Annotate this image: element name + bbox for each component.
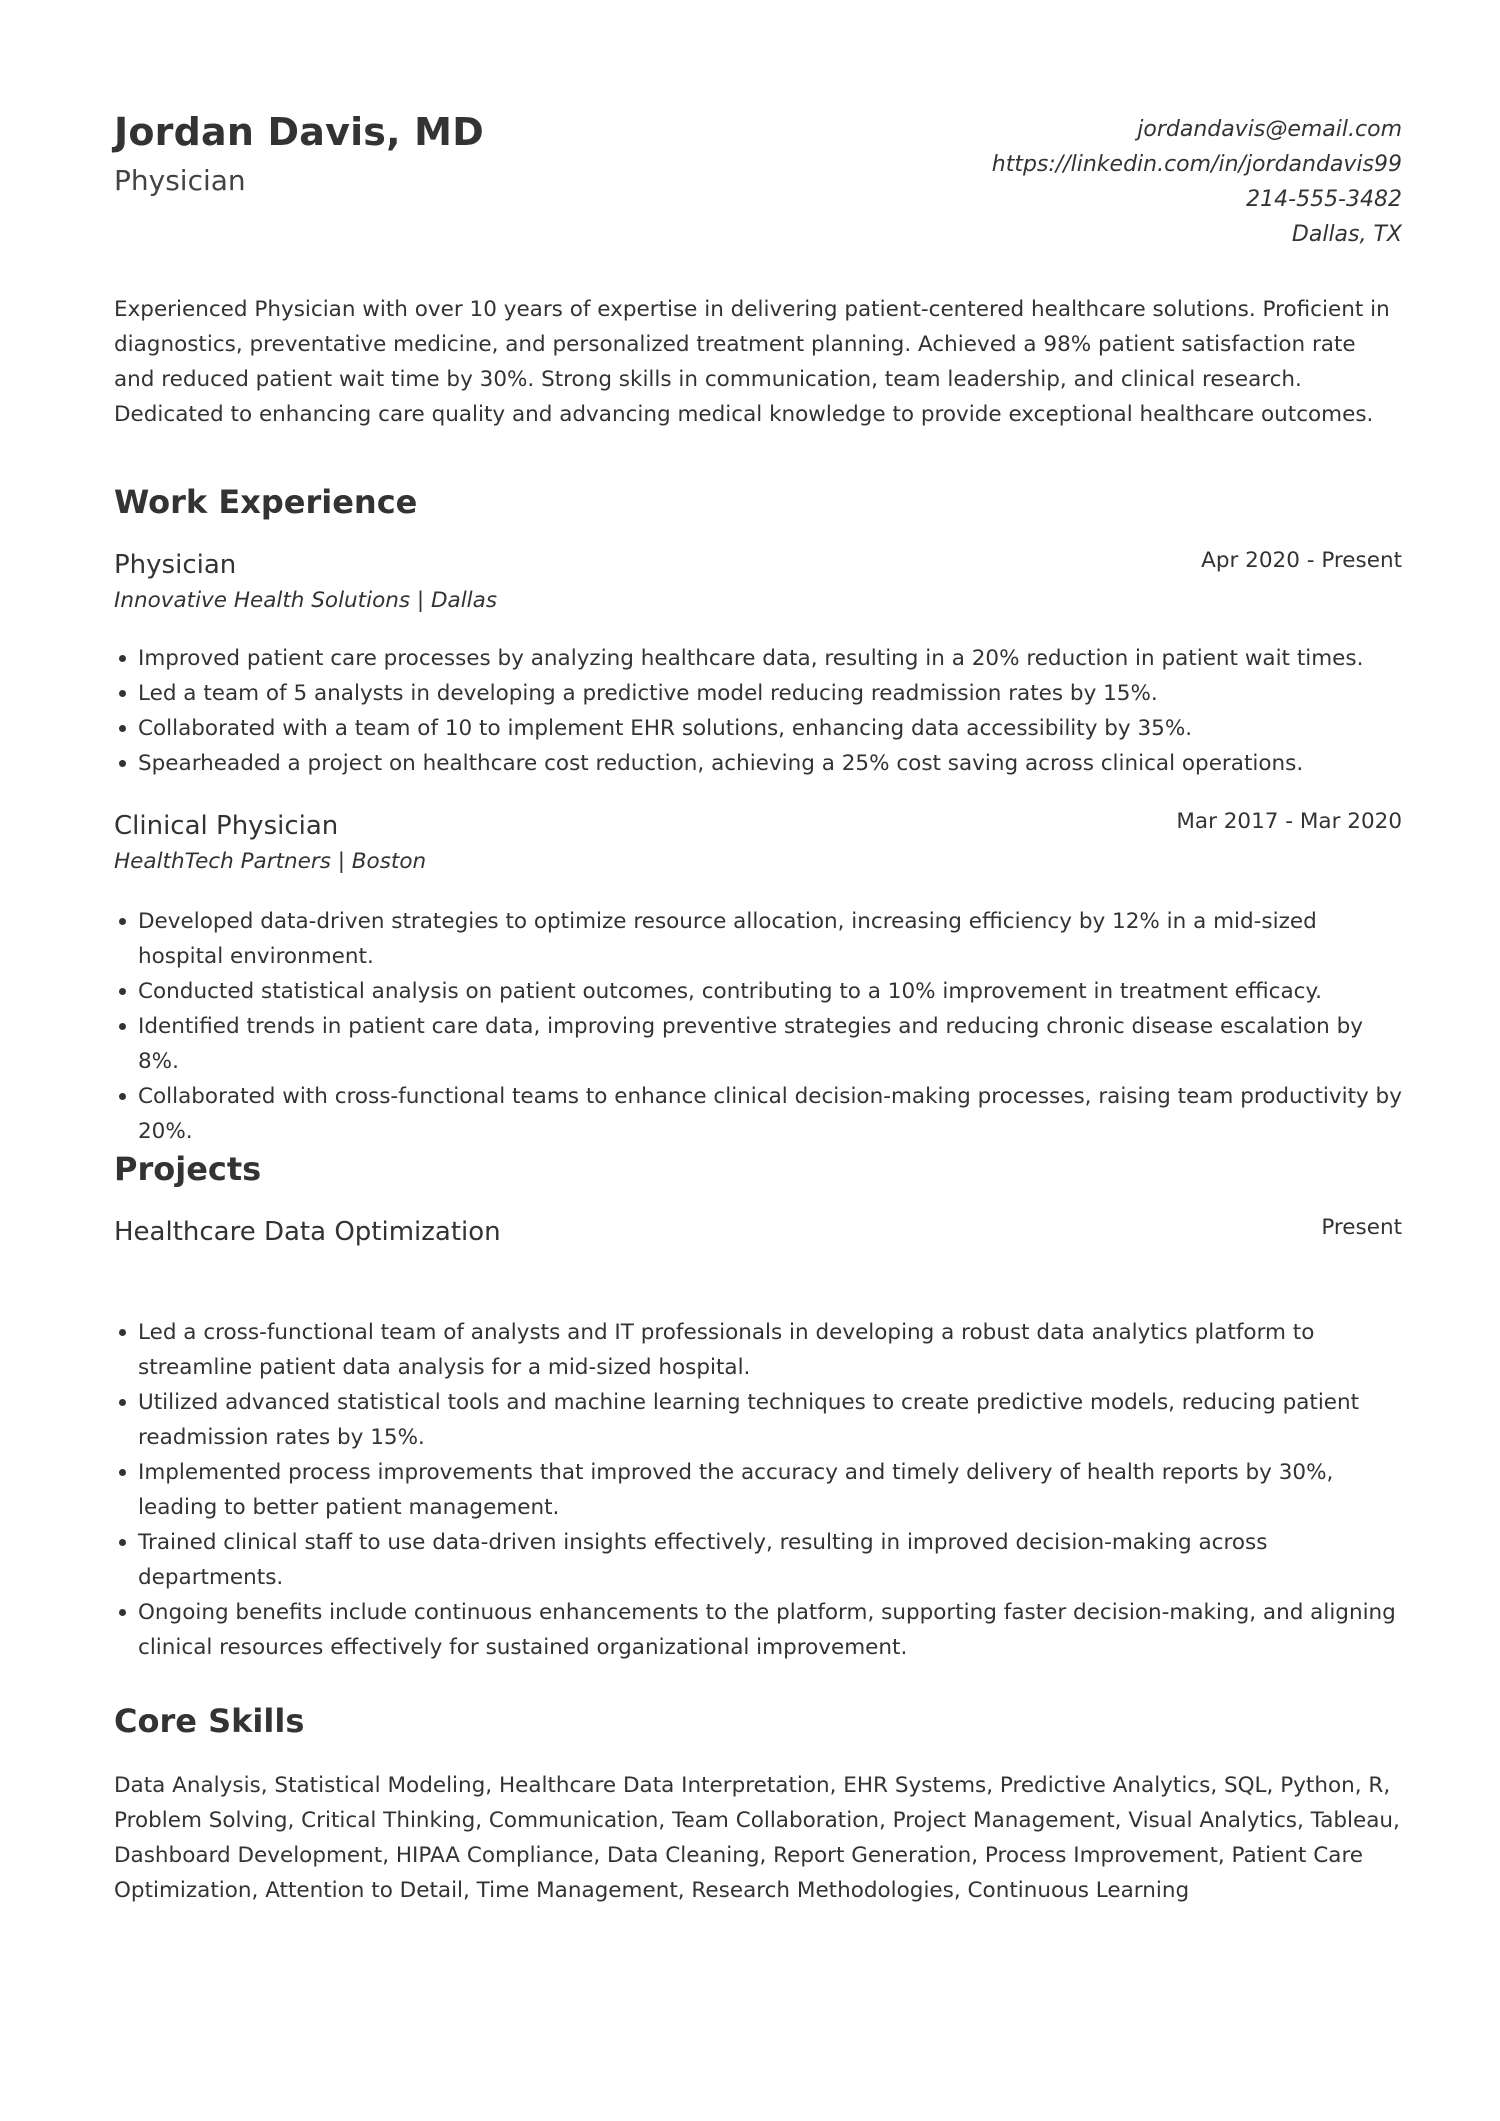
resume-page (114, 0, 1402, 1903)
bullet-item: Trained clinical staff to use data-driven insights effectively, resulting in improved decision-making across departments. (138, 1525, 1402, 1595)
contact-location: Dallas, TX (1291, 222, 1402, 247)
job-title: Physician (114, 550, 237, 580)
bullet-item: Collaborated with cross-functional teams to enhance clinical decision-making processes, raising team productivity by 20%. (138, 1079, 1402, 1149)
bullet-item: Led a cross-functional team of analysts and IT professionals in developing a robust data analytics platform to streamline patient data analysis for a mid-sized hospital. (138, 1315, 1402, 1385)
candidate-role: Physician (114, 164, 246, 197)
bullet-item: Led a team of 5 analysts in developing a predictive model reducing readmission rates by 15%. (138, 676, 1402, 711)
job-date: Mar 2017 - Mar 2020 (1176, 809, 1402, 834)
bullet-item: Spearheaded a project on healthcare cost reduction, achieving a 25% cost saving across clinical operations. (138, 746, 1402, 781)
section-title-projects: Projects (114, 1150, 262, 1188)
project-date: Present (1321, 1215, 1402, 1240)
bullet-item: Implemented process improvements that improved the accuracy and timely delivery of health reports by 30%, leading to better patient management. (138, 1455, 1402, 1525)
project-bullet-list (114, 1315, 1402, 1665)
project-title: Healthcare Data Optimization (114, 1217, 501, 1247)
resume-header (114, 0, 1402, 270)
job-bullet-list (114, 641, 1402, 781)
professional-summary: Experienced Physician with over 10 years of expertise in delivering patient-centered healthcare solutions. Proficient in diagnostics, preventative medicine, and personalized treatment planning. Achieved a 98% patient satisfaction rate and reduced patient wait time by 30%. Strong skills in communication, team leadership, and clinical research. Dedicated to enhancing care quality and advancing medical knowledge to provide exceptional healthcare outcomes. (114, 297, 1390, 427)
job-date: Apr 2020 - Present (1201, 548, 1402, 573)
bullet-item: Identified trends in patient care data, improving preventive strategies and reducing chronic disease escalation by 8%. (138, 1009, 1402, 1079)
job-company: HealthTech Partners | Boston (114, 849, 427, 874)
bullet-item: Utilized advanced statistical tools and machine learning techniques to create predictive models, reducing patient readmission rates by 15%. (138, 1385, 1402, 1455)
section-title-work-experience: Work Experience (114, 483, 418, 521)
bullet-item: Collaborated with a team of 10 to implement EHR solutions, enhancing data accessibility by 35%. (138, 711, 1402, 746)
bullet-item: Ongoing benefits include continuous enhancements to the platform, supporting faster decision-making, and aligning clinical resources effectively for sustained organizational improvement. (138, 1595, 1402, 1665)
bullet-item: Developed data-driven strategies to optimize resource allocation, increasing efficiency by 12% in a mid-sized hospital environment. (138, 904, 1402, 974)
job-bullet-list (114, 904, 1402, 1149)
bullet-item: Improved patient care processes by analyzing healthcare data, resulting in a 20% reduction in patient wait times. (138, 641, 1402, 676)
candidate-name: Jordan Davis, MD (114, 110, 484, 154)
job-company: Innovative Health Solutions | Dallas (114, 588, 498, 613)
contact-phone: 214-555-3482 (1246, 187, 1402, 212)
contact-block (992, 112, 1402, 252)
section-title-core-skills: Core Skills (114, 1702, 305, 1740)
contact-email: jordandavis@email.com (1137, 117, 1402, 142)
contact-linkedin: https://linkedin.com/in/jordandavis99 (991, 152, 1402, 177)
bullet-item: Conducted statistical analysis on patient outcomes, contributing to a 10% improvement in treatment efficacy. (138, 974, 1402, 1009)
skills-list: Data Analysis, Statistical Modeling, Healthcare Data Interpretation, EHR Systems, Predictive Analytics, SQL, Python, R, Problem Solving, Critical Thinking, Communication, Team Collaboration, Project Management, Visual Analytics, Tableau, Dashboard Development, HIPAA Compliance, Data Cleaning, Report Generation, Process Improvement, Patient Care Optimization, Attention to Detail, Time Management, Research Methodologies, Continuous Learning (114, 1773, 1400, 1903)
job-title: Clinical Physician (114, 811, 339, 841)
